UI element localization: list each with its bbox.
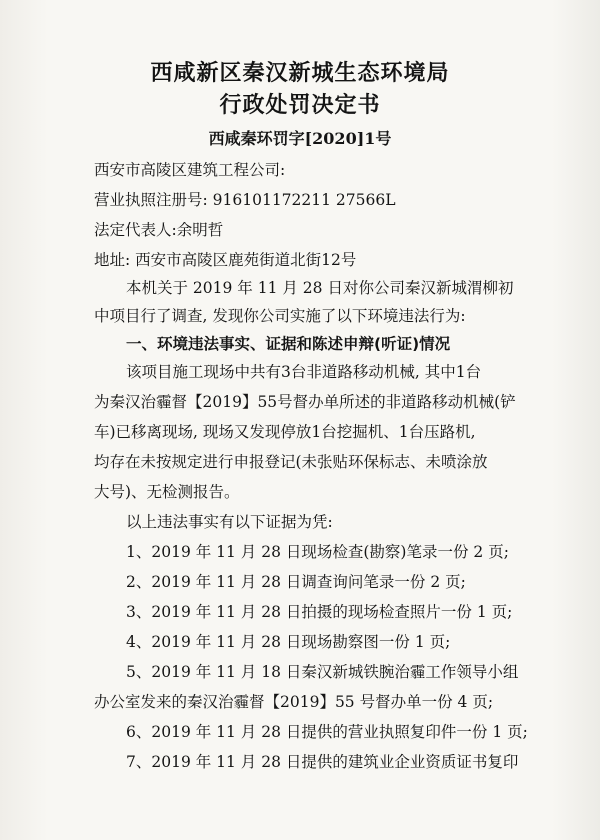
recipient-name: 西安市高陵区建筑工程公司: (94, 161, 286, 179)
body-paragraph-line: 均存在未按规定进行申报登记(未张贴环保标志、未喷涂放 (94, 453, 488, 471)
document-subtitle: 行政处罚决定书 (219, 93, 381, 118)
section-heading: 一、环境违法事实、证据和陈述申辩(听证)情况 (126, 335, 451, 353)
body-paragraph-line: 中项目行了调查, 发现你公司实施了以下环境违法行为: (94, 307, 466, 325)
business-license-number: 营业执照注册号: 916101172211 27566L (94, 191, 396, 209)
body-paragraph-line: 为秦汉治霾督【2019】55号督办单所述的非道路移动机械(铲 (94, 393, 516, 411)
body-paragraph-line: 车)已移离现场, 现场又发现停放1台挖掘机、1台压路机, (94, 423, 476, 441)
address: 地址: 西安市高陵区鹿苑街道北街12号 (94, 251, 357, 269)
document-number: 西咸秦环罚字[2020]1号 (208, 129, 392, 148)
evidence-intro: 以上违法事实有以下证据为凭: (126, 513, 333, 531)
evidence-item: 6、2019 年 11 月 28 日提供的营业执照复印件一份 1 页; (126, 723, 528, 741)
evidence-item: 3、2019 年 11 月 28 日拍摄的现场检查照片一份 1 页; (126, 603, 513, 621)
evidence-item: 2、2019 年 11 月 28 日调查询问笔录一份 2 页; (126, 573, 466, 591)
evidence-item: 5、2019 年 11 月 18 日秦汉新城铁腕治霾工作领导小组 (126, 663, 519, 681)
body-paragraph-line: 该项目施工现场中共有3台非道路移动机械, 其中1台 (126, 363, 482, 381)
body-paragraph-line: 大号)、无检测报告。 (94, 483, 240, 501)
evidence-item: 4、2019 年 11 月 28 日现场勘察图一份 1 页; (126, 633, 451, 651)
document-title: 西咸新区秦汉新城生态环境局 (150, 61, 450, 86)
legal-representative: 法定代表人:余明哲 (94, 221, 224, 239)
evidence-item: 7、2019 年 11 月 28 日提供的建筑业企业资质证书复印 (126, 753, 519, 771)
evidence-item: 1、2019 年 11 月 28 日现场检查(勘察)笔录一份 2 页; (126, 543, 509, 561)
body-paragraph-line: 本机关于 2019 年 11 月 28 日对你公司秦汉新城渭柳初 (126, 279, 514, 297)
evidence-item-continued: 办公室发来的秦汉治霾督【2019】55 号督办单一份 4 页; (94, 693, 494, 711)
